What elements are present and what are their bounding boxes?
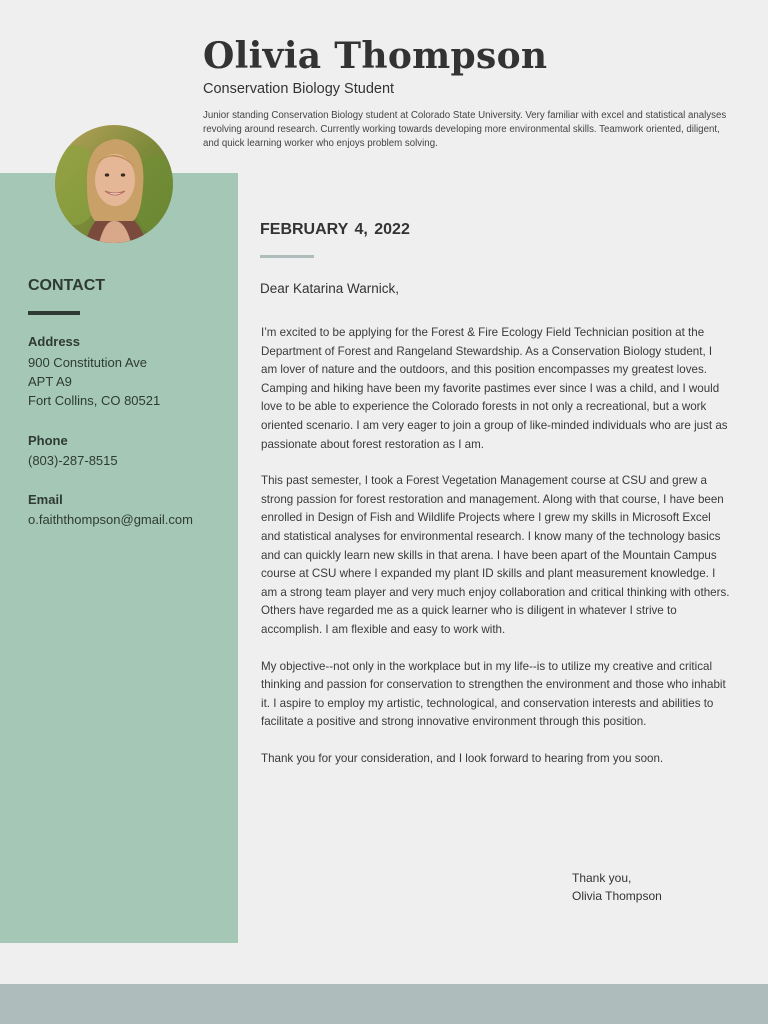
signature-name: Olivia Thompson <box>572 889 662 903</box>
applicant-name: Olivia Thompson <box>203 35 548 77</box>
address-line-3: Fort Collins, CO 80521 <box>28 393 161 408</box>
letter-closing <box>572 869 662 905</box>
contact-heading-rule <box>28 311 80 315</box>
footer-bar <box>0 984 768 1024</box>
letter-body <box>261 324 731 786</box>
applicant-title: Conservation Biology Student <box>203 81 395 97</box>
phone-number: (803)-287-8515 <box>28 453 118 468</box>
profile-photo <box>55 125 173 243</box>
phone-label: Phone <box>28 433 68 448</box>
letter-salutation: Dear Katarina Warnick, <box>260 281 400 296</box>
closing-phrase: Thank you, <box>572 871 632 885</box>
address-line-1: 900 Constitution Ave <box>28 355 148 370</box>
address-line-2: APT A9 <box>28 374 72 389</box>
email-label: Email <box>28 492 63 507</box>
contact-heading: CONTACT <box>28 277 106 294</box>
letter-paragraph-1: I’m excited to be applying for the Forest & Fire Ecology Field Technician position at the Department of Forest and Rangeland Stewardship. As a Conservation Biology student, I am lover of nature and the outdoors, and this position encompasses my greatest loves. Camping and hiking have been my favorite pastimes ever since I was a child, and I would love to be able to experience the Colorado forests in not only a recreational, but a work oriented scenario. I am very eager to join a group of like-minded individuals who are just as passionate about forest restoration as I am. <box>261 326 728 451</box>
letter-date: FEBRUARY 4, 2022 <box>260 221 410 238</box>
letter-paragraph-3: My objective--not only in the workplace but in my life--is to utilize my creative and critical thinking and passion for conservation to strengthen the environment and those who inhabit it. I aspire to employ my artistic, technological, and conservation interests and abilities to facilitate a positive and strong innovative environment through this position. <box>261 659 726 729</box>
letter-paragraph-4: Thank you for your consideration, and I look forward to hearing from you soon. <box>261 751 664 765</box>
date-rule <box>260 255 314 258</box>
letter-paragraph-2: This past semester, I took a Forest Vegetation Management course at CSU and grew a strong passion for forest restoration and management. Along with that course, I have been enrolled in Design of Fish and Wildlife Projects where I grew my skills in Microsoft Excel and statistical analyses for environmental research. I know many of the technology basics and can quickly learn new skills in that arena. I have been apart of the Mountain Campus course at CSU where I expanded my plant ID skills and plant measurement knowledge. I am a strong team player and very much enjoy collaboration and critical thinking with others. Others have regarded me as a quick learner who is diligent in whatever I strive to accomplish. I am flexible and easy to work with. <box>261 474 730 636</box>
address-label: Address <box>28 334 81 349</box>
email-address[interactable]: o.faiththompson@gmail.com <box>28 512 193 527</box>
profile-summary: Junior standing Conservation Biology student at Colorado State University. Very familiar with excel and statistical analyses revolving around research. Currently working towards developing more environmental skills. Teamwork oriented, diligent, and quick learning worker who enjoys problem solving. <box>203 110 727 149</box>
